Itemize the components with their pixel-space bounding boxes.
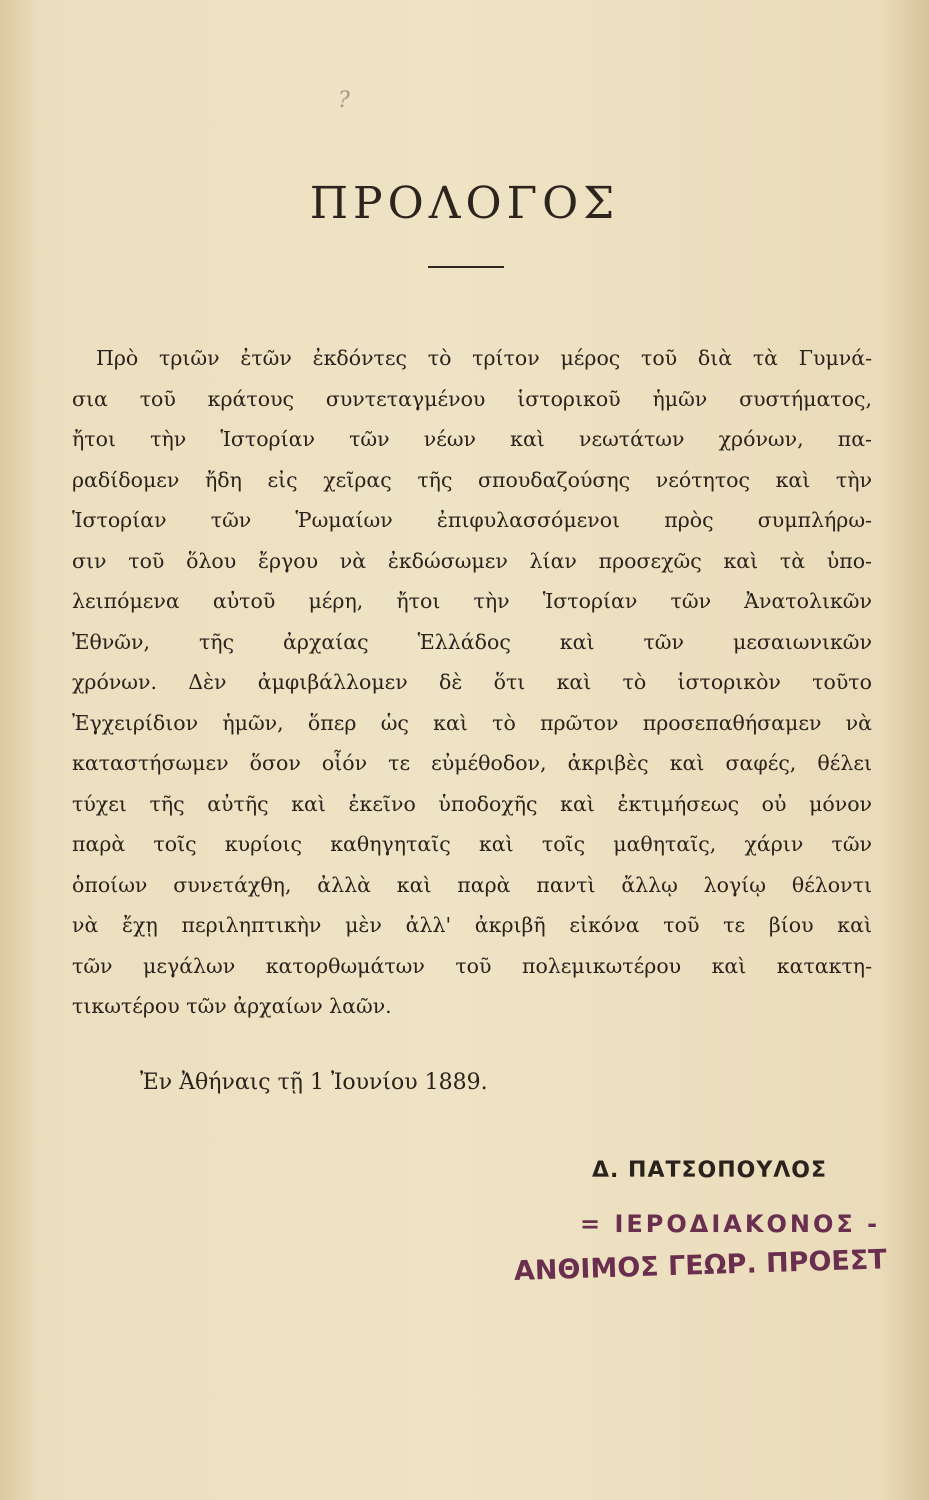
text-line: σιν τοῦ ὅλου ἔργου νὰ ἐκδώσωμεν λίαν προσεχῶς καὶ τὰ ὑπο- [72,548,872,573]
page-title: ΠΡΟΛΟΓΟΣ [309,178,620,229]
text-line: λειπόμενα αὐτοῦ μέρη, ἤτοι τὴν Ἱστορίαν τῶν Ἀνατολικῶν [72,589,872,613]
text-line: καταστήσωμεν ὅσον οἷόν τε εὐμέθοδον, ἀκριβὲς καὶ σαφές, θέλει [72,751,872,775]
pencil-mark: ? [338,88,350,113]
text-line: Πρὸ τριῶν ἐτῶν ἐκδόντες τὸ τρίτον μέρος τοῦ διὰ τὰ Γυμνά- [96,346,872,370]
text-line: σια τοῦ κράτους συντεταγμένου ἱστορικοῦ ἡμῶν συστήματος, [72,386,872,411]
ownership-stamp-line-1: = ΙΕΡΟΔΙΑΚΟΝΟΣ - [580,1210,881,1238]
text-line: ἤτοι τὴν Ἱστορίαν τῶν νέων καὶ νεωτάτων χρόνων, πα- [72,427,872,451]
text-line: παρὰ τοῖς κυρίοις καθηγηταῖς καὶ τοῖς μαθηταῖς, χάριν τῶν [72,832,872,856]
text-line: Ἱστορίαν τῶν Ῥωμαίων ἐπιφυλασσόμενοι πρὸς συμπλήρω- [72,508,872,532]
text-line: νὰ ἔχῃ περιληπτικὴν μὲν ἀλλ' ἀκριβῆ εἰκόνα τοῦ τε βίου καὶ [72,913,872,937]
text-line: χρόνων. Δὲν ἀμφιβάλλομεν δὲ ὅτι καὶ τὸ ἱστορικὸν τοῦτο [72,670,872,694]
date-line: Ἐν Ἀθήναις τῇ 1 Ἰουνίου 1889. [140,1070,488,1095]
text-line: τῶν μεγάλων κατορθωμάτων τοῦ πολεμικωτέρου καὶ κατακτη- [72,953,872,978]
preface-body [72,338,872,1027]
author-signature: Δ. ΠΑΤΣΟΠΟΥΛΟΣ [592,1158,828,1183]
text-line: ραδίδομεν ἤδη εἰς χεῖρας τῆς σπουδαζούσης νεότητος καὶ τὴν [72,467,872,492]
text-line: τύχει τῆς αὐτῆς καὶ ἐκεῖνο ὑποδοχῆς καὶ ἐκτιμήσεως οὐ μόνον [72,791,872,816]
text-line: ὁποίων συνετάχθη, ἀλλὰ καὶ παρὰ παντὶ ἄλλῳ λογίῳ θέλοντι [72,872,872,897]
text-line: τικωτέρου τῶν ἀρχαίων λαῶν. [72,994,392,1018]
text-line: Ἐθνῶν, τῆς ἀρχαίας Ἑλλάδος καὶ τῶν μεσαιωνικῶν [72,629,872,654]
title-divider [428,266,504,268]
ownership-stamp-line-2: ΑΝΘΙΜΟΣ ΓΕΩΡ. ΠΡΟΕΣΤ [513,1244,888,1287]
text-line: Ἐγχειρίδιον ἡμῶν, ὅπερ ὡς καὶ τὸ πρῶτον προσεπαθήσαμεν νὰ [72,710,872,735]
